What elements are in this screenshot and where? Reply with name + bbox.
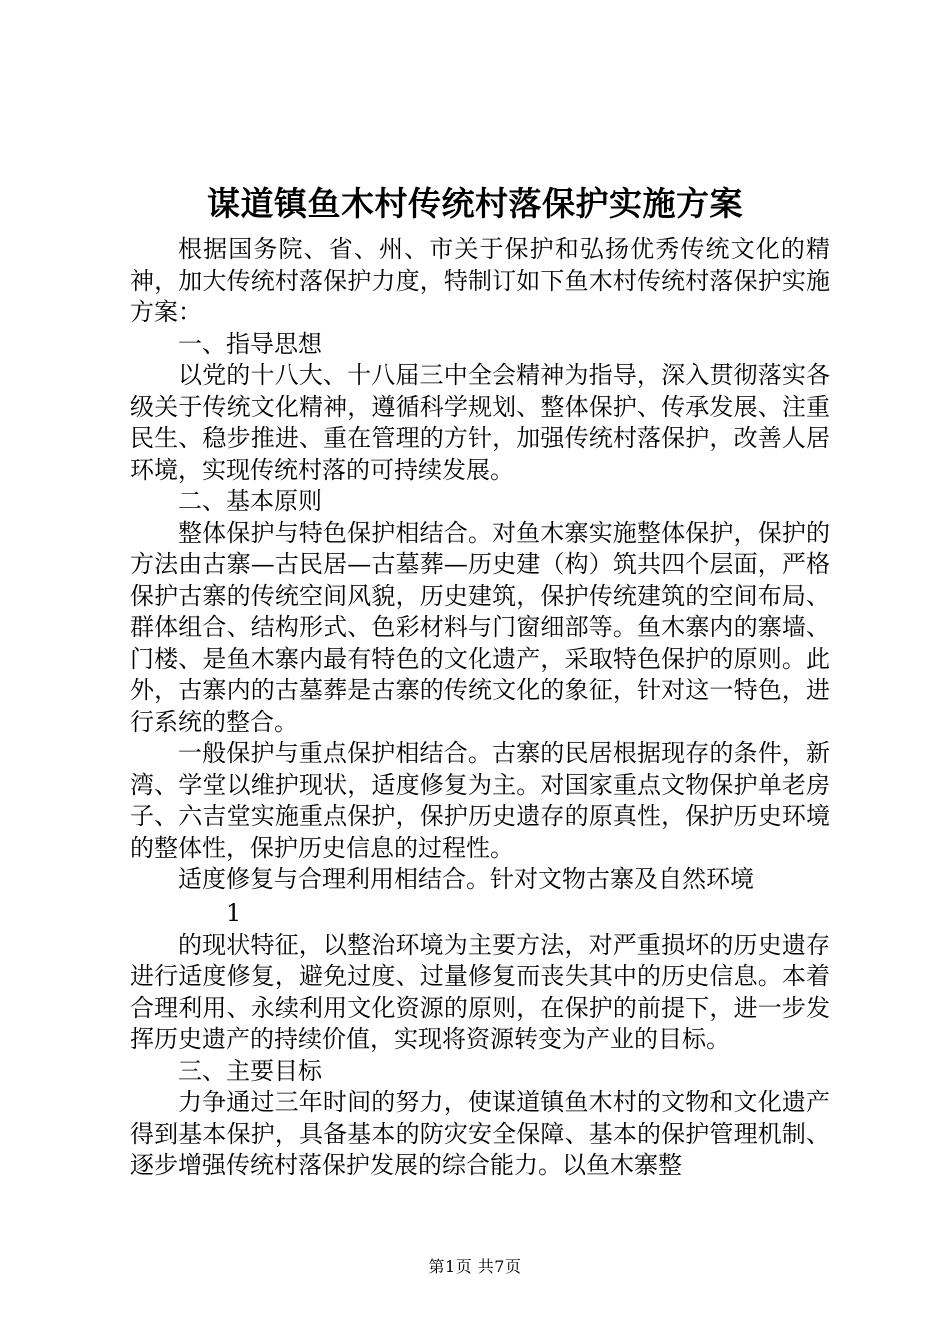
principle-overall-protection-paragraph: 整体保护与特色保护相结合。对鱼木寨实施整体保护，保护的方法由古寨—古民居—古墓葬—历史建（构）筑共四个层面，严格保护古寨的传统空间风貌，历史建筑，保护传统建筑的空间布局、群体组合、结构形式、色彩材料与门窗细部等。鱼木寨内的寨墙、门楼、是鱼木寨内最有特色的文化遗产，采取特色保护的原则。此外，古寨内的古墓葬是古寨的传统文化的象征，针对这一特色，进行系统的整合。: [130, 518, 830, 736]
section-heading-basic-principles: 二、基本原则: [178, 487, 322, 515]
section-heading-main-goals: 三、主要目标: [178, 1056, 322, 1085]
inline-page-number: 1: [226, 898, 242, 927]
principle-repair-utilization-paragraph-continued: 的现状特征，以整治环境为主要方法，对严重损坏的历史遗存进行适度修复，避免过度、过量修复而丧失其中的历史信息。本着合理利用、永续利用文化资源的原则，在保护的前提下，进一步发挥历史遗产的持续价值，实现将资源转变为产业的目标。: [130, 930, 830, 1053]
page-footer: 第1页 共7页: [428, 1257, 522, 1276]
guiding-ideology-paragraph: 以党的十八大、十八届三中全会精神为指导，深入贯彻落实各级关于传统文化精神，遵循科学规划、整体保护、传承发展、注重民生、稳步推进、重在管理的方针，加强传统村落保护，改善人居环境，实现传统村落的可持续发展。: [130, 361, 830, 484]
principle-general-key-protection-paragraph: 一般保护与重点保护相结合。古寨的民居根据现存的条件，新湾、学堂以维护现状，适度修复为主。对国家重点文物保护单老房子、六吉堂实施重点保护，保护历史遗存的原真性，保护历史环境的整体性，保护历史信息的过程性。: [130, 739, 830, 862]
principle-repair-utilization-paragraph-start: 适度修复与合理利用相结合。针对文物古寨及自然环境: [178, 865, 754, 893]
document-body: [130, 234, 830, 1182]
intro-paragraph: 根据国务院、省、州、市关于保护和弘扬优秀传统文化的精神，加大传统村落保护力度，特制订如下鱼木村传统村落保护实施方案：: [130, 235, 830, 326]
section-heading-guiding-ideology: 一、指导思想: [178, 329, 322, 358]
document-title: 谋道镇鱼木村传统村落保护实施方案: [207, 184, 743, 223]
main-goals-paragraph: 力争通过三年时间的努力，使谋道镇鱼木村的文物和文化遗产得到基本保护，具备基本的防灾安全保障、基本的保护管理机制、逐步增强传统村落保护发展的综合能力。以鱼木寨整: [130, 1088, 830, 1179]
